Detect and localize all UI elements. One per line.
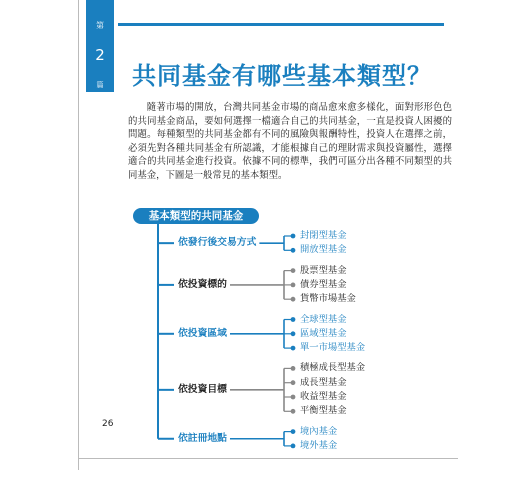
page-number: 26	[102, 419, 114, 429]
category-label: 依註冊地點	[178, 432, 227, 444]
leaf-bullet	[291, 297, 296, 302]
chapter-number: 2	[95, 46, 105, 64]
category-label: 依投資目標	[178, 383, 227, 395]
leaf-label: 全球型基金	[300, 313, 347, 325]
leaf-bullet	[291, 248, 296, 253]
leaf-bullet	[291, 268, 296, 273]
leaf-label: 收益型基金	[300, 391, 347, 402]
leaf-bullet	[291, 283, 296, 288]
category-label: 依投資標的	[178, 278, 227, 290]
leaf-bullet	[291, 366, 296, 371]
diagram-title: 基本類型的共同基金	[133, 208, 259, 224]
leaf-label: 成長型基金	[300, 376, 347, 388]
leaf-label: 債券型基金	[300, 278, 347, 290]
leaf-bullet	[291, 395, 296, 400]
body-paragraph: 隨著市場的開放，台灣共同基金市場的商品愈來愈多樣化，面對形形色色的共同基金商品，要如何選擇一檔適合自己的共同基金，一直是投資人困擾的問題。每種類型的共同基金都有不同的風險與報酬特性，投資人在選擇之前，必須先對各種共同基金有所認識，才能根據自己的理財需求與投資屬性，選擇適合的共同基金進行投資。依據不同的標準，我們可區分出各種不同類型的共同基金，下圖是一般常見的基本類型。	[128, 102, 452, 181]
leaf-bullet	[291, 429, 296, 434]
page-title: 共同基金有哪些基本類型？	[132, 62, 432, 90]
leaf-bullet	[291, 331, 296, 336]
leaf-bullet	[291, 444, 296, 449]
leaf-label: 境內基金	[300, 425, 338, 437]
leaf-label: 平衡型基金	[300, 405, 347, 417]
leaf-label: 開放型基金	[300, 244, 347, 256]
leaf-bullet	[291, 409, 296, 414]
leaf-bullet	[291, 346, 296, 351]
category-label: 依投資區域	[178, 327, 227, 339]
chapter-suffix: 篇	[96, 81, 104, 89]
leaf-bullet	[291, 317, 296, 322]
leaf-bullet	[291, 234, 296, 239]
leaf-label: 境外基金	[300, 439, 338, 451]
leaf-bullet	[291, 380, 296, 385]
leaf-label: 封閉型基金	[300, 230, 347, 241]
category-label: 依發行後交易方式	[178, 237, 257, 249]
leaf-label: 單一市場型基金	[300, 342, 366, 354]
leaf-label: 區域型基金	[300, 327, 347, 339]
leaf-label: 股票型基金	[300, 264, 347, 276]
chapter-prefix: 第	[96, 21, 104, 30]
leaf-label: 貨幣市場基金	[300, 293, 356, 305]
leaf-label: 積極成長型基金	[300, 362, 366, 374]
